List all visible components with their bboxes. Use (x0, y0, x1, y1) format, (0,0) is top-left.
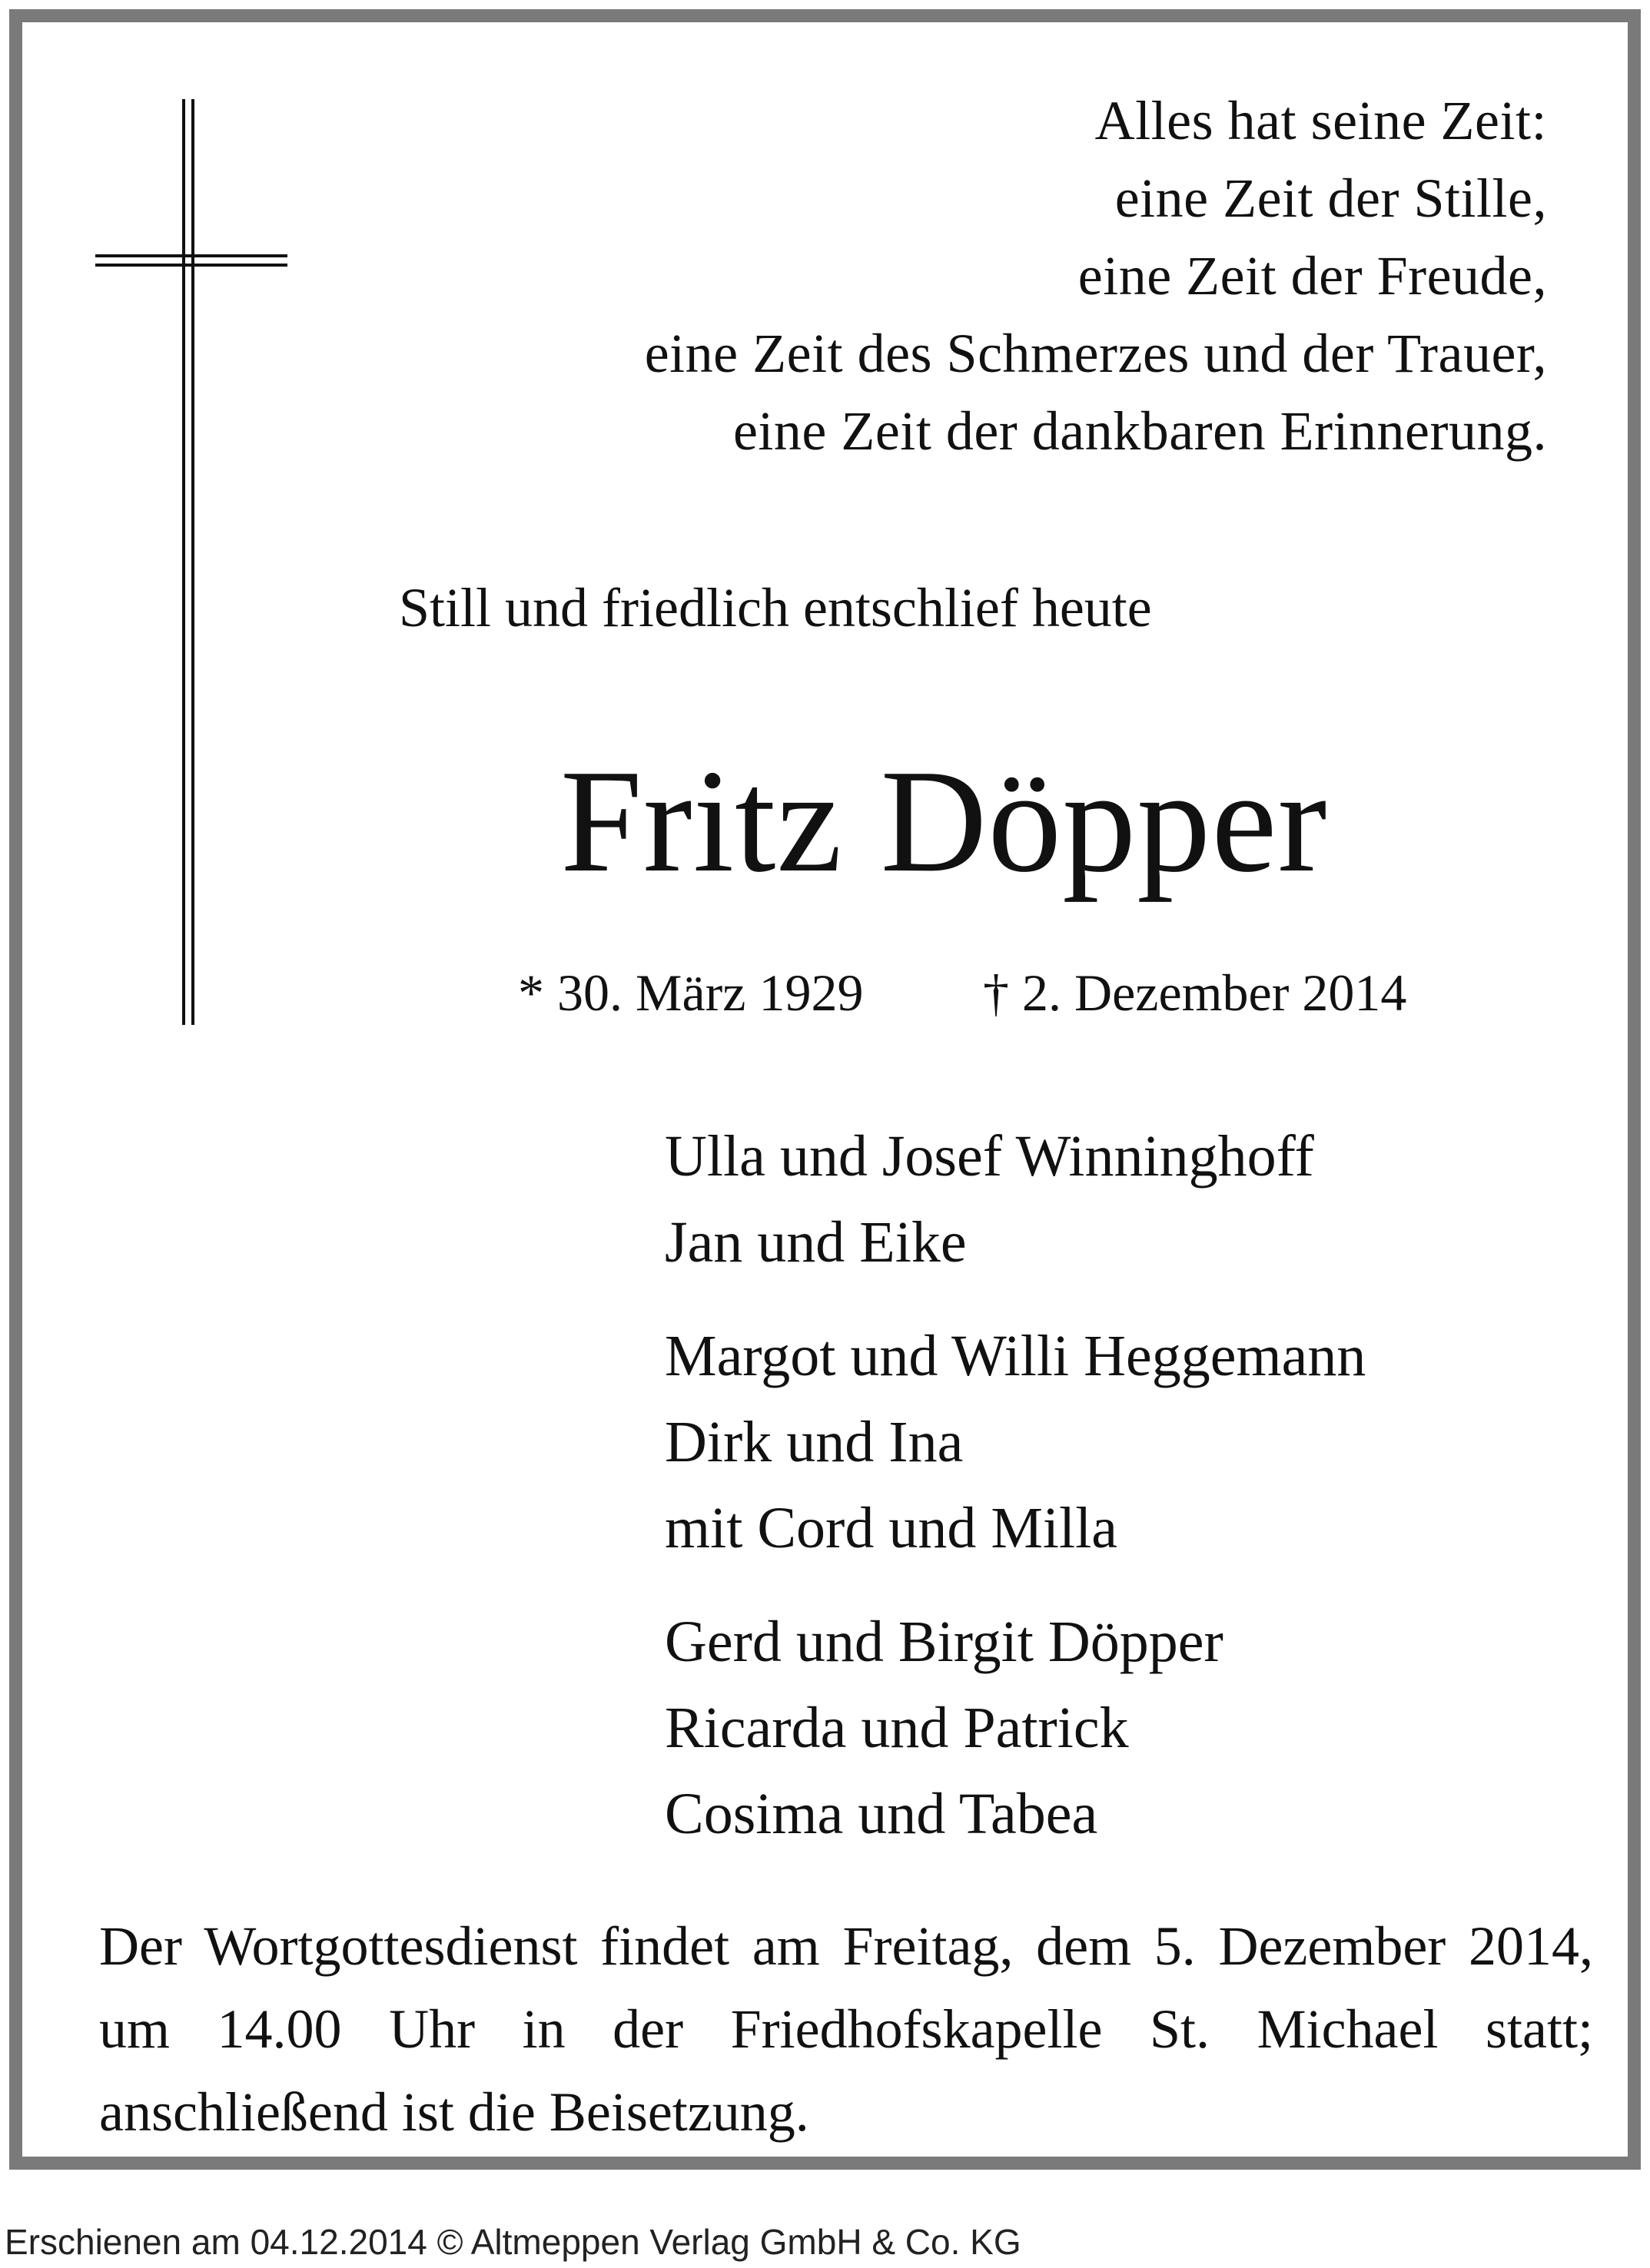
cross-icon (95, 99, 287, 1025)
poem-line: eine Zeit der Stille, (1114, 167, 1547, 229)
deceased-name: Fritz Döpper (560, 739, 1328, 903)
mourner-line: mit Cord und Milla (665, 1496, 1117, 1560)
mourners-list (665, 1113, 1366, 1885)
mourner-line: Margot und Willi Heggemann (665, 1324, 1366, 1388)
mourner-line: Gerd und Birgit Döpper (665, 1610, 1223, 1674)
poem-line: eine Zeit der Freude, (1077, 245, 1547, 307)
mourner-line: Jan und Eike (665, 1210, 967, 1275)
mourner-family (665, 1599, 1366, 1857)
poem (645, 82, 1547, 470)
mourner-family (665, 1313, 1366, 1571)
poem-line: eine Zeit der dankbaren Erinnerung. (732, 400, 1547, 462)
intro-text: Still und friedlich entschlief heute (399, 577, 1152, 638)
death-date: † 2. Dezember 2014 (983, 963, 1407, 1022)
obituary-frame (9, 9, 1641, 2170)
mourner-line: Dirk und Ina (665, 1410, 964, 1474)
mourner-line: Ulla und Josef Winninghoff (665, 1124, 1314, 1189)
service-announcement: Der Wortgottesdienst findet am Freitag, dem 5. Dezember 2014, um 14.00 Uhr in der Friedhofskapelle St. Michael statt; anschließend ist die Beisetzung. (99, 1915, 1593, 2143)
publication-footer: Erschienen am 04.12.2014 © Altmeppen Verlag GmbH & Co. KG (5, 2222, 1021, 2262)
mourner-line: Ricarda und Patrick (665, 1696, 1129, 1760)
birth-date: * 30. März 1929 (518, 963, 864, 1022)
mourner-family (665, 1113, 1366, 1285)
mourner-line: Cosima und Tabea (665, 1782, 1098, 1846)
poem-line: eine Zeit des Schmerzes und der Trauer, (644, 323, 1547, 384)
poem-line: Alles hat seine Zeit: (1094, 90, 1547, 151)
